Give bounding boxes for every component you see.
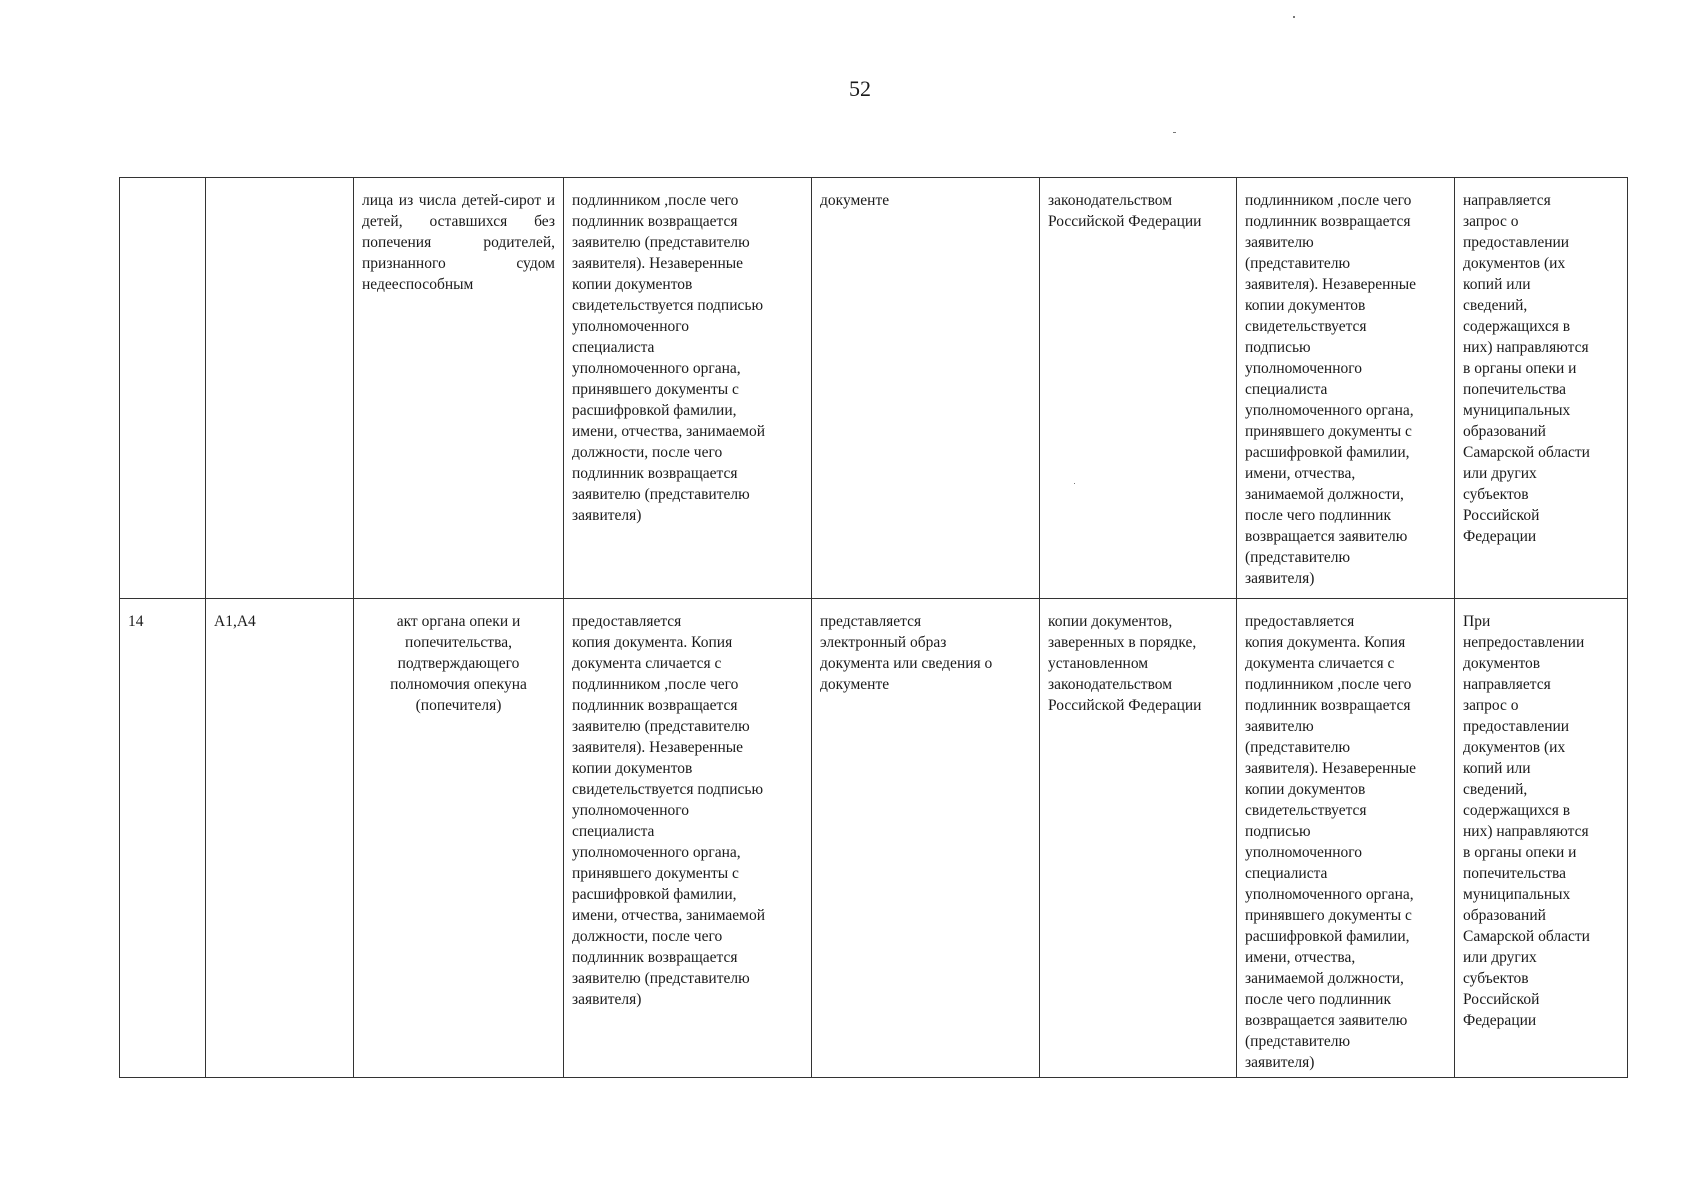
request-note-cell: При непредоставлении документов направляется запрос о предоставлении документов (их копий или сведений, содержащихся в них) направляются в органы опеки и попечительства муниципальных образований Самарской области или других субъектов Российской Федерации [1455,599,1628,1078]
submission-rule-cell: предоставляется копия документа. Копия документа сличается с подлинником ,после чего подлинник возвращается заявителю (представителю заявителя). Незаверенные копии документов свидетельствуется подписью уполномоченного специалиста уполномоченного органа, принявшего документы с расшифровкой фамилии, имени, отчества, занимаемой должности, после чего подлинник возвращается заявителю (представителю заявителя) [564,599,812,1078]
scan-speck [1293,16,1295,18]
electronic-form-cell: документе [812,178,1040,599]
scan-speck [1074,483,1075,484]
table-row [120,178,1628,599]
certification-cell: копии документов, заверенных в порядке, установленном законодательством Российской Федерации [1040,599,1237,1078]
document-name-cell: акт органа опеки и попечительства, подтверждающего полномочия опекуна (попечителя) [354,599,564,1078]
table-row [120,599,1628,1078]
submission-rule-cell: подлинником ,после чего подлинник возвращается заявителю (представителю заявителя). Незаверенные копии документов свидетельствуется подписью уполномоченного специалиста уполномоченного органа, принявшего документы с расшифровкой фамилии, имени, отчества, занимаемой должности, после чего подлинник возвращается заявителю (представителю заявителя) [564,178,812,599]
verification-cell: предоставляется копия документа. Копия документа сличается с подлинником ,после чего подлинник возвращается заявителю (представителю заявителя). Незаверенные копии документов свидетельствуется подписью уполномоченного специалиста уполномоченного органа, принявшего документы с расшифровкой фамилии, имени, отчества, занимаемой должности, после чего подлинник возвращается заявителю (представителю заявителя) [1237,599,1455,1078]
verification-cell: подлинником ,после чего подлинник возвращается заявителю (представителю заявителя). Незаверенные копии документов свидетельствуется подписью уполномоченного специалиста уполномоченного органа, принявшего документы с расшифровкой фамилии, имени, отчества, занимаемой должности, после чего подлинник возвращается заявителю (представителю заявителя) [1237,178,1455,599]
row-number-cell [120,178,206,599]
scan-speck [1173,132,1176,133]
certification-cell: законодательством Российской Федерации [1040,178,1237,599]
document-table [119,177,1628,1078]
page-number: 52 [849,76,871,101]
row-number-cell: 14 [120,599,206,1078]
document-name-cell: лица из числа детей-сирот и детей, оставшихся без попечения родителей, признанного судом недееспособным [354,178,564,599]
code-cell: А1,А4 [206,599,354,1078]
electronic-form-cell: представляется электронный образ документа или сведения о документе [812,599,1040,1078]
request-note-cell: направляется запрос о предоставлении документов (их копий или сведений, содержащихся в них) направляются в органы опеки и попечительства муниципальных образований Самарской области или других субъектов Российской Федерации [1455,178,1628,599]
code-cell [206,178,354,599]
